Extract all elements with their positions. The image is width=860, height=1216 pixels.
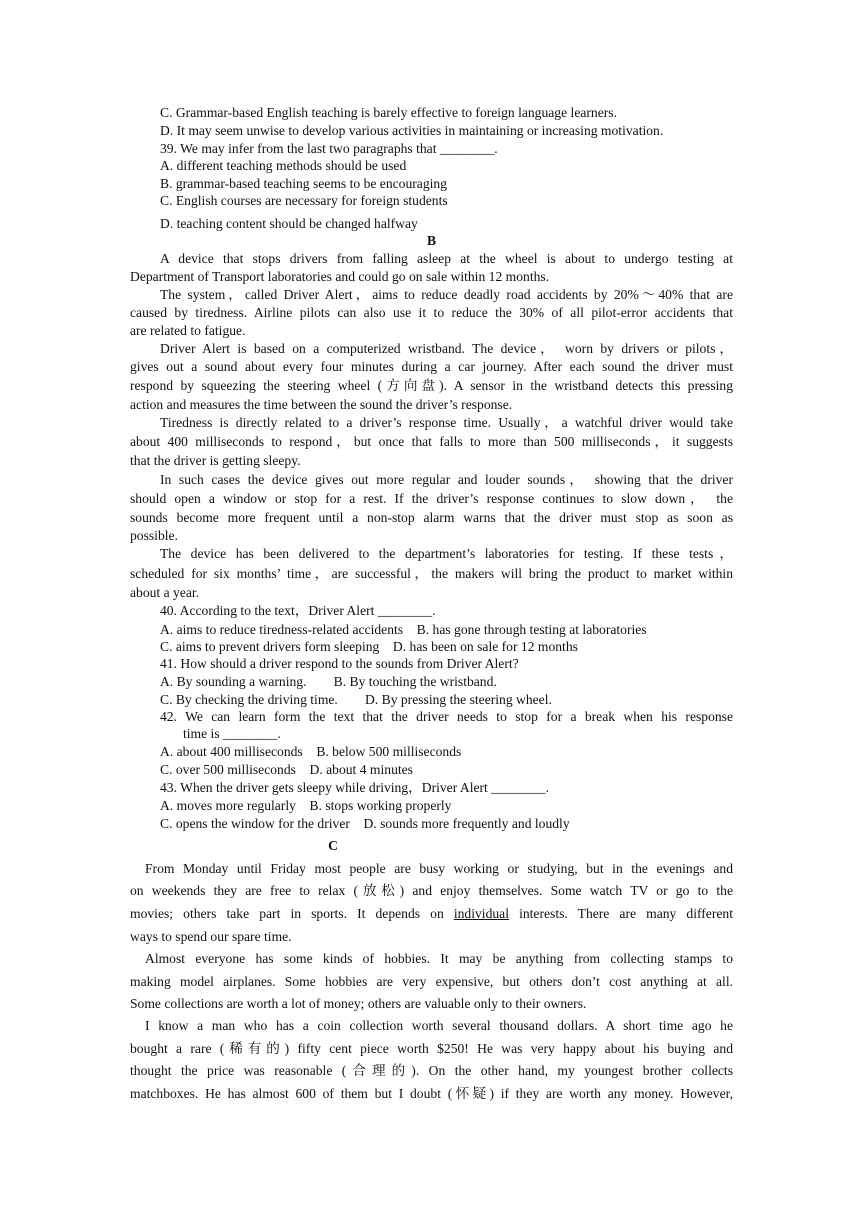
q38-option-d: D. It may seem unwise to develop various activities in maintaining or increasing motivation. xyxy=(160,123,664,138)
section-c-line: From Monday until Friday most people are busy working or studying, but in the evenings and xyxy=(145,861,733,876)
section-c-line: ways to spend our spare time. xyxy=(130,929,292,944)
section-b-line: should open a window or stop for a rest. If the driver’s response continues to slow down， the xyxy=(130,491,733,506)
q40-question: 40. According to the text，Driver Alert ________. xyxy=(160,603,436,618)
section-b-line: The device has been delivered to the department’s laboratories for testing. If these tests， xyxy=(160,546,733,561)
section-c-line: Some collections are worth a lot of money; others are valuable only to their owners. xyxy=(130,996,587,1011)
section-c-line: matchboxes. He has almost 600 of them but I doubt (怀疑) if they are worth any money. However, xyxy=(130,1086,733,1101)
section-c-line: Almost everyone has some kinds of hobbies. It may be anything from collecting stamps to xyxy=(145,951,733,966)
section-b-line: A device that stops drivers from falling asleep at the wheel is about to undergo testing at xyxy=(160,251,733,266)
q40-options-cd: C. aims to prevent drivers form sleeping D. has been on sale for 12 months xyxy=(160,639,578,654)
section-b-line: are related to fatigue. xyxy=(130,323,246,338)
section-b-line: sounds become more frequent until a non-stop alarm warns that the driver must stop as soon as xyxy=(130,510,733,525)
q41-options-ab: A. By sounding a warning. B. By touching the wristband. xyxy=(160,674,497,689)
section-c-text: movies; others take part in sports. It depends on xyxy=(130,906,454,921)
q42-question: 42. We can learn form the text that the driver needs to stop for a break when his response xyxy=(160,709,733,724)
section-b-line: caused by tiredness. Airline pilots can also use it to reduce the 30% of all pilot-error accidents that xyxy=(130,305,733,320)
q39-option-b: B. grammar-based teaching seems to be encouraging xyxy=(160,176,447,191)
q41-options-cd: C. By checking the driving time. D. By pressing the steering wheel. xyxy=(160,692,552,707)
section-b-line: respond by squeezing the steering wheel (方向盘). A sensor in the wristband detects this pressing xyxy=(130,378,733,393)
q39-option-c: C. English courses are necessary for foreign students xyxy=(160,193,448,208)
section-b-line: Tiredness is directly related to a driver’s response time. Usually，a watchful driver would take xyxy=(160,415,733,430)
section-c-heading: C xyxy=(328,838,338,853)
q39-option-a: A. different teaching methods should be used xyxy=(160,158,407,173)
q39-question: 39. We may infer from the last two paragraphs that ________. xyxy=(160,141,498,156)
q43-options-ab: A. moves more regularly B. stops working properly xyxy=(160,798,452,813)
section-b-line: scheduled for six months’ time，are successful，the makers will bring the product to market within xyxy=(130,566,733,581)
section-b-line: about a year. xyxy=(130,585,200,600)
underlined-word: individual xyxy=(453,906,509,921)
q42-question-cont: time is ________. xyxy=(183,726,281,741)
section-c-text: interests. There are many different xyxy=(508,906,733,921)
section-b-line: possible. xyxy=(130,528,178,543)
q40-options-ab: A. aims to reduce tiredness-related accidents B. has gone through testing at laboratories xyxy=(160,622,647,637)
q43-options-cd: C. opens the window for the driver D. sounds more frequently and loudly xyxy=(160,816,570,831)
section-b-line: gives out a sound about every four minutes during a car journey. After each sound the driver must xyxy=(130,359,733,374)
q38-option-c: C. Grammar-based English teaching is barely effective to foreign language learners. xyxy=(160,105,617,120)
section-b-line: about 400 milliseconds to respond，but once that falls to more than 500 milliseconds，it suggests xyxy=(130,434,733,449)
section-b-line: Driver Alert is based on a computerized wristband. The device， worn by drivers or pilots， xyxy=(160,341,733,356)
section-c-line: bought a rare (稀有的) fifty cent piece worth $250! He was very happy about his buying and xyxy=(130,1041,733,1056)
section-c-line: on weekends they are free to relax (放松) and enjoy themselves. Some watch TV or go to the xyxy=(130,883,733,898)
q39-option-d: D. teaching content should be changed halfway xyxy=(160,216,418,231)
section-b-heading: B xyxy=(426,233,437,248)
q42-options-cd: C. over 500 milliseconds D. about 4 minutes xyxy=(160,762,413,777)
q42-options-ab: A. about 400 milliseconds B. below 500 milliseconds xyxy=(160,744,462,759)
section-c-line: I know a man who has a coin collection worth several thousand dollars. A short time ago he xyxy=(145,1018,733,1033)
section-b-line: action and measures the time between the sound the driver’s response. xyxy=(130,397,513,412)
section-b-line: The system，called Driver Alert，aims to reduce deadly road accidents by 20%～40% that are xyxy=(160,287,733,302)
section-c-line: thought the price was reasonable (合理的). On the other hand, my youngest brother collects xyxy=(130,1063,733,1078)
q41-question: 41. How should a driver respond to the sounds from Driver Alert? xyxy=(160,656,519,671)
section-b-line: that the driver is getting sleepy. xyxy=(130,453,301,468)
section-c-line-underline xyxy=(130,905,733,923)
section-c-line: making model airplanes. Some hobbies are very expensive, but others don’t cost anything at all. xyxy=(130,974,733,989)
section-b-line: In such cases the device gives out more regular and louder sounds， showing that the driver xyxy=(160,472,733,487)
q43-question: 43. When the driver gets sleepy while driving，Driver Alert ________. xyxy=(160,780,549,795)
section-b-line: Department of Transport laboratories and could go on sale within 12 months. xyxy=(130,269,550,284)
